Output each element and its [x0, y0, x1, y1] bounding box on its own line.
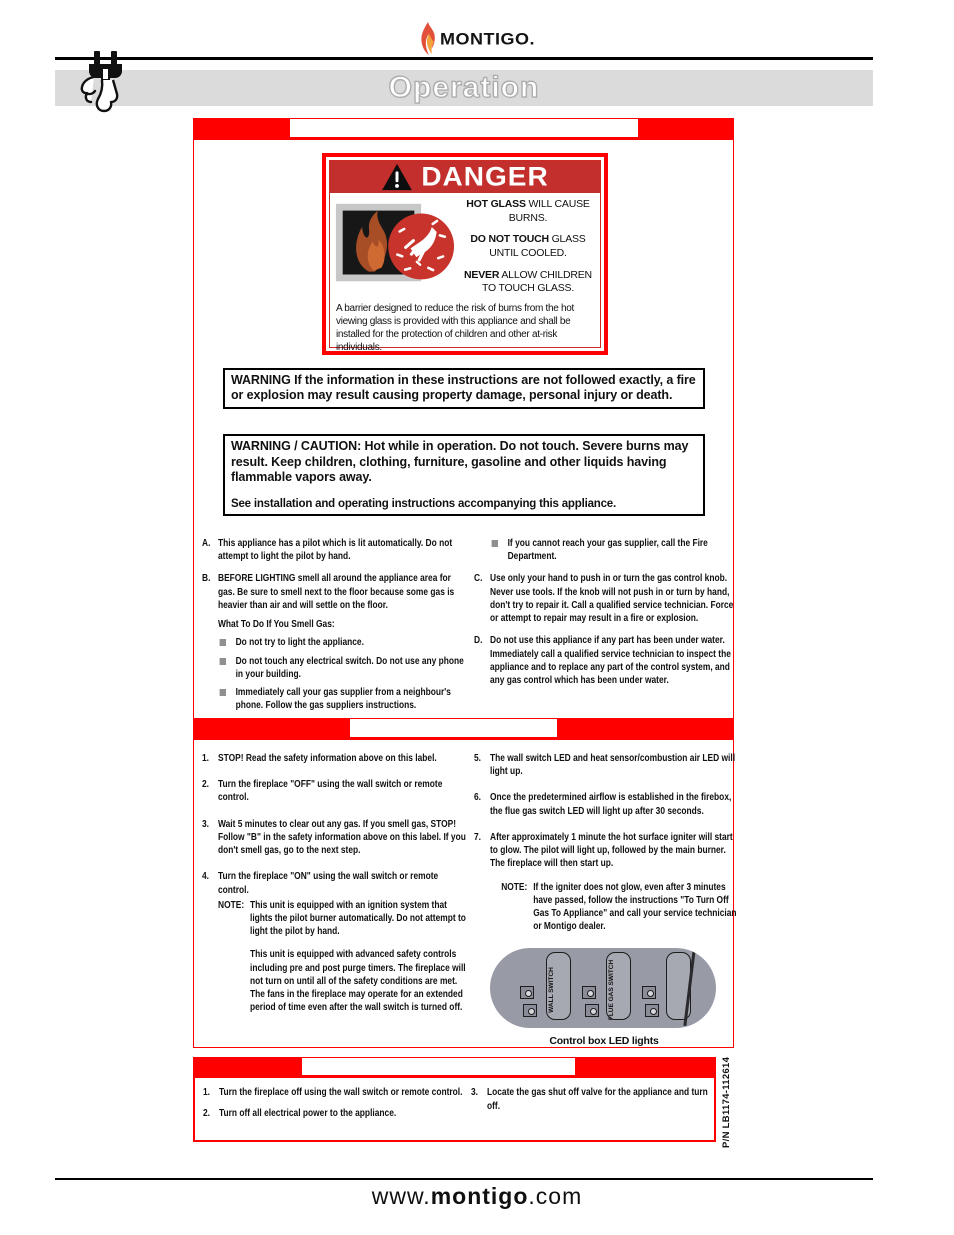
turnoff-section-bar-gap: [302, 1058, 575, 1075]
lighting-step-1: 1. STOP! Read the safety information above on this label.: [202, 752, 437, 764]
turnoff-box: [193, 1078, 716, 1142]
danger-line-2: DO NOT TOUCH GLASS UNTIL COOLED.: [470, 233, 586, 259]
lighting-section-bar: [193, 718, 734, 740]
lighting-step-4: 4. Turn the fireplace "ON" using the wall switch or remote control.: [202, 870, 439, 896]
danger-title: DANGER: [421, 161, 549, 192]
danger-line-3: NEVER ALLOW CHILDREN TO TOUCH GLASS.: [464, 268, 592, 295]
lighting-note-1b: This unit is equipped with advanced safety controls including pre and post purge timers. The fireplace will not turn on until all of the safety conditions are met. The fans in the fireplace may operate for an extended period of time even after the wall switch is turned off.: [250, 948, 466, 1014]
led-connector: [642, 986, 656, 999]
turnoff-right-column: [471, 1086, 723, 1127]
safety-item-a: A. This appliance has a pilot which is lit automatically. Do not attempt to light the pilot by hand.: [202, 537, 453, 563]
flue-gas-switch-tag: FLUE GAS SWITCH: [606, 952, 631, 1020]
smell-gas-bullet-3: Immediately call your gas supplier from a neighbour's phone. Follow the gas suppliers instructions.: [220, 686, 466, 712]
danger-header: [330, 161, 600, 193]
danger-line-1: HOT GLASS WILL CAUSE BURNS.: [466, 198, 590, 224]
part-number: P/N LB1174-112614: [721, 1056, 732, 1148]
safety-left-column: [202, 537, 466, 717]
danger-warning-lines: [460, 198, 596, 296]
bullet-square-icon: [492, 540, 498, 547]
lighting-step-7: 7. After approximately 1 minute the hot surface igniter will start to glow. The pilot will light up, followed by the main burner. The fireplace will then start up.: [474, 830, 733, 870]
led-connector: [645, 1004, 659, 1017]
lighting-note-1: NOTE: This unit is equipped with an ignition system that lights the pilot burner automatically. Do not attempt to light the pilot by hand.: [218, 898, 466, 938]
warning-1-text: WARNING If the information in these instructions are not followed exactly, a fire or explosion may result causing property damage, personal injury or death.: [231, 373, 696, 403]
bullet-square-icon: [220, 639, 226, 646]
led-connector: [520, 986, 534, 999]
turnoff-step-1: 1. Turn the fireplace off using the wall switch or remote control.: [203, 1086, 463, 1098]
control-box-image: [490, 948, 716, 1028]
footer-rule: [55, 1178, 873, 1180]
lighting-step-5: 5. The wall switch LED and heat sensor/combustion air LED will light up.: [474, 752, 736, 778]
safety-label-box: [193, 118, 737, 1048]
control-box-figure: [490, 948, 718, 1047]
danger-barrier-text: A barrier designed to reduce the risk of burns from the hot viewing glass is provided with this appliance and shall be installed for the protection of children and other at-risk individuals.: [336, 302, 574, 354]
smell-gas-heading: What To Do If You Smell Gas:: [218, 618, 335, 631]
plug-hand-icon: [74, 50, 138, 120]
smell-gas-bullet-4: If you cannot reach your gas supplier, call the Fire Department.: [492, 537, 738, 563]
lighting-step-3: 3. Wait 5 minutes to clear out any gas. If you smell gas, STOP! Follow "B" in the safety information above on this label. If you don't smell gas, go to the next step.: [202, 817, 466, 857]
wall-switch-tag: WALL SWITCH: [546, 952, 571, 1020]
website-url: www.montigo.com: [371, 1183, 583, 1209]
header-rule: [55, 57, 873, 60]
safety-item-d: D. Do not use this appliance if any part has been under water. Immediately call a qualified service technician to inspect the appliance and to replace any part of the control system, and any gas control which has been under water.: [474, 634, 731, 686]
safety-item-c: C. Use only your hand to push in or turn the gas control knob. Never use tools. If the knob will not push in or turn by hand, don't try to repair it. Call a qualified service technician. Force or attempt to repair may result in a fire or explosion.: [474, 572, 734, 625]
turnoff-step-2: 2. Turn off all electrical power to the appliance.: [203, 1106, 397, 1119]
lighting-left-column: [202, 752, 466, 1015]
warning-2-text: WARNING / CAUTION: Hot while in operation. Do not touch. Severe burns may result. Keep children, clothing, furniture, gasoline and other liquids having flammable vapors away.: [231, 439, 689, 485]
safety-item-b: B. BEFORE LIGHTING smell all around the appliance area for gas. Be sure to smell next to the floor because some gas is heavier than air and will settle on the floor.: [202, 572, 455, 611]
lighting-step-2: 2. Turn the fireplace "OFF" using the wall switch or remote control.: [202, 778, 443, 804]
section-banner: [55, 70, 873, 106]
led-connector: [585, 1004, 599, 1017]
safety-instructions: [202, 537, 738, 717]
bullet-square-icon: [220, 689, 226, 696]
label-header-bar-gap: [290, 119, 638, 137]
led-connector: [523, 1004, 537, 1017]
page-title: Operation: [388, 71, 540, 104]
control-box-caption: Control box LED lights: [549, 1035, 659, 1047]
smell-gas-bullet-1: Do not try to light the appliance.: [220, 636, 466, 649]
brand-name: MONTIGO.: [440, 29, 535, 48]
led-connector: [582, 986, 596, 999]
warning-2-subtext: See installation and operating instructions accompanying this appliance.: [231, 497, 616, 510]
warning-box-2: [223, 434, 705, 516]
danger-panel: [322, 153, 608, 355]
lighting-step-6: 6. Once the predetermined airflow is established in the firebox, the flue gas switch LED will light up after 30 seconds.: [474, 791, 732, 817]
turnoff-step-3: 3. Locate the gas shut off valve for the appliance and turn off.: [471, 1086, 708, 1112]
montigo-logo: [0, 22, 954, 56]
lighting-note-2: NOTE: If the igniter does not glow, even after 3 minutes have passed, follow the instructions "To Turn Off Gas To Appliance" and call your service technician or Montigo dealer.: [501, 880, 737, 933]
flame-icon: [419, 22, 437, 56]
turnoff-left-column: [203, 1086, 471, 1127]
bullet-square-icon: [220, 658, 226, 665]
smell-gas-bullet-2: Do not touch any electrical switch. Do not use any phone in your building.: [220, 655, 466, 681]
label-header-bar: [193, 118, 734, 140]
safety-right-column: [474, 537, 738, 717]
warning-triangle-icon: [381, 163, 413, 191]
lighting-section-bar-gap: [350, 719, 557, 737]
hot-glass-illustration: [334, 198, 456, 290]
turnoff-section-bar: [193, 1057, 716, 1078]
warning-box-1: [223, 368, 705, 409]
